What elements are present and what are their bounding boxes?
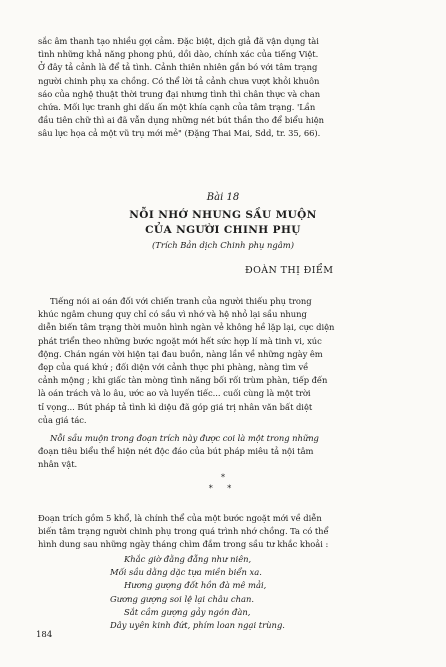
text-line: Tiếng nói ai oán đối với chiến tranh của người thiếu phụ trong bbox=[50, 296, 312, 306]
text-line: đẹp của quá khứ ; đối diện với cảnh thực phi phàng, nàng tìm về bbox=[38, 362, 309, 373]
poem-line: Gương gượng soi lệ lại châu chan. bbox=[110, 593, 255, 604]
text-line: phát triển theo những bước ngoặt mới hết sức hợp lí mà tinh vi, xúc bbox=[38, 335, 322, 346]
text-line: cảnh mộng ; khi giấc tàn mòng tình năng bối rối trùm phàn, tiếp đến bbox=[38, 375, 328, 386]
text-line: tình những khả năng phong phú, dồi dào, chính xác của tiếng Việt. bbox=[38, 49, 319, 60]
lesson-label: Bài 18 bbox=[206, 192, 240, 203]
text-line: là oán trách và lo âu, ước ao và luyến tiếc... cuối cùng là một trời bbox=[38, 388, 311, 399]
second-paragraph bbox=[38, 432, 414, 472]
poem-line: Khắc giờ đằng đẵng như niên, bbox=[124, 554, 252, 564]
separator-top: * bbox=[221, 473, 225, 482]
text-line: Nỗi sầu muộn trong đoạn trích này được coi là một trong những bbox=[50, 433, 319, 443]
text-line: người chinh phụ xa chồng. Có thể lời tả cảnh chưa vượt khỏi khuôn bbox=[38, 75, 320, 86]
text-line: biến tâm trạng người chinh phụ trong quá trình nhớ chồng. Ta có thể bbox=[38, 526, 329, 537]
page-number: 184 bbox=[36, 630, 53, 640]
text-line: sâu lực họa cả một vũ trụ mới mẻ" (Đặng Thai Mai, Sdd, tr. 35, 66). bbox=[38, 128, 321, 139]
text-line: hình dung sau những ngày tháng chìm đắm trong sầu tư khắc khoải : bbox=[38, 539, 329, 550]
text-line: đầu tiên chữ thì ai đã vẫn dụng những nét bút thần tho để biểu hiện bbox=[38, 115, 324, 126]
text-line: sắc âm thanh tạo nhiều gợi cảm. Đặc biệt, dịch giả đã vận dụng tài bbox=[38, 36, 319, 46]
text-line: diễn biến tâm trạng thời muôn hình ngàn vẻ không hề lặp lại, cực diện bbox=[38, 322, 335, 333]
text-line: sáo của nghệ thuật thời trung đại nhưng tình thì chân thực và chan bbox=[38, 88, 321, 99]
top-paragraph bbox=[38, 35, 414, 141]
intro-paragraph bbox=[38, 295, 414, 427]
title-line-2: CỦA NGƯỜI CHINH PHỤ bbox=[145, 224, 301, 236]
text-line: tỉ vọng... Bút pháp tả tình kì diệu đã góp giá trị nhân văn bất diệt bbox=[38, 401, 313, 412]
poem-excerpt bbox=[110, 553, 285, 632]
text-line: Đoạn trích gồm 5 khổ, là chính thể của một bước ngoặt mới về diễn bbox=[38, 513, 322, 523]
text-line: của giá tác. bbox=[38, 414, 87, 425]
poem-line: Hương gượng đốt hồn đà mê mải, bbox=[124, 580, 267, 591]
author-name: ĐOÀN THỊ ĐIỂM bbox=[245, 265, 334, 276]
poem-line: Mối sầu dằng dặc tựa miền biển xa. bbox=[110, 567, 262, 578]
analysis-paragraph bbox=[38, 512, 414, 552]
text-line: Ở đây tả cảnh là để tả tình. Cảnh thiên nhiên gắn bó với tâm trạng bbox=[38, 62, 318, 73]
poem-line: Dây uyên kinh đứt, phím loan ngại trùng. bbox=[110, 620, 285, 631]
title-line-1: NỖI NHỚ NHUNG SẦU MUỘN bbox=[129, 209, 317, 221]
subtitle: (Trích Bản dịch Chinh phụ ngâm) bbox=[152, 240, 294, 250]
text-line: chứa. Mối lực tranh ghi dấu ấn một khía cạnh của tâm trạng. 'Lần bbox=[38, 102, 316, 113]
text-line: nhân vật. bbox=[38, 459, 78, 470]
separator-bottom: * * bbox=[208, 484, 238, 493]
text-line: đoạn tiêu biểu thể hiện nét độc đáo của bút pháp miêu tả nội tâm bbox=[38, 446, 314, 457]
poem-line: Sắt cầm gượng gảy ngón đàn, bbox=[124, 606, 251, 617]
text-line: động. Chán ngán vời hiện tại đau buồn, nàng lần về những ngày êm bbox=[38, 348, 323, 359]
text-line: khúc ngâm chung quy chỉ có sầu vì nhớ và hệ nhỏ lại sầu nhung bbox=[38, 309, 307, 320]
